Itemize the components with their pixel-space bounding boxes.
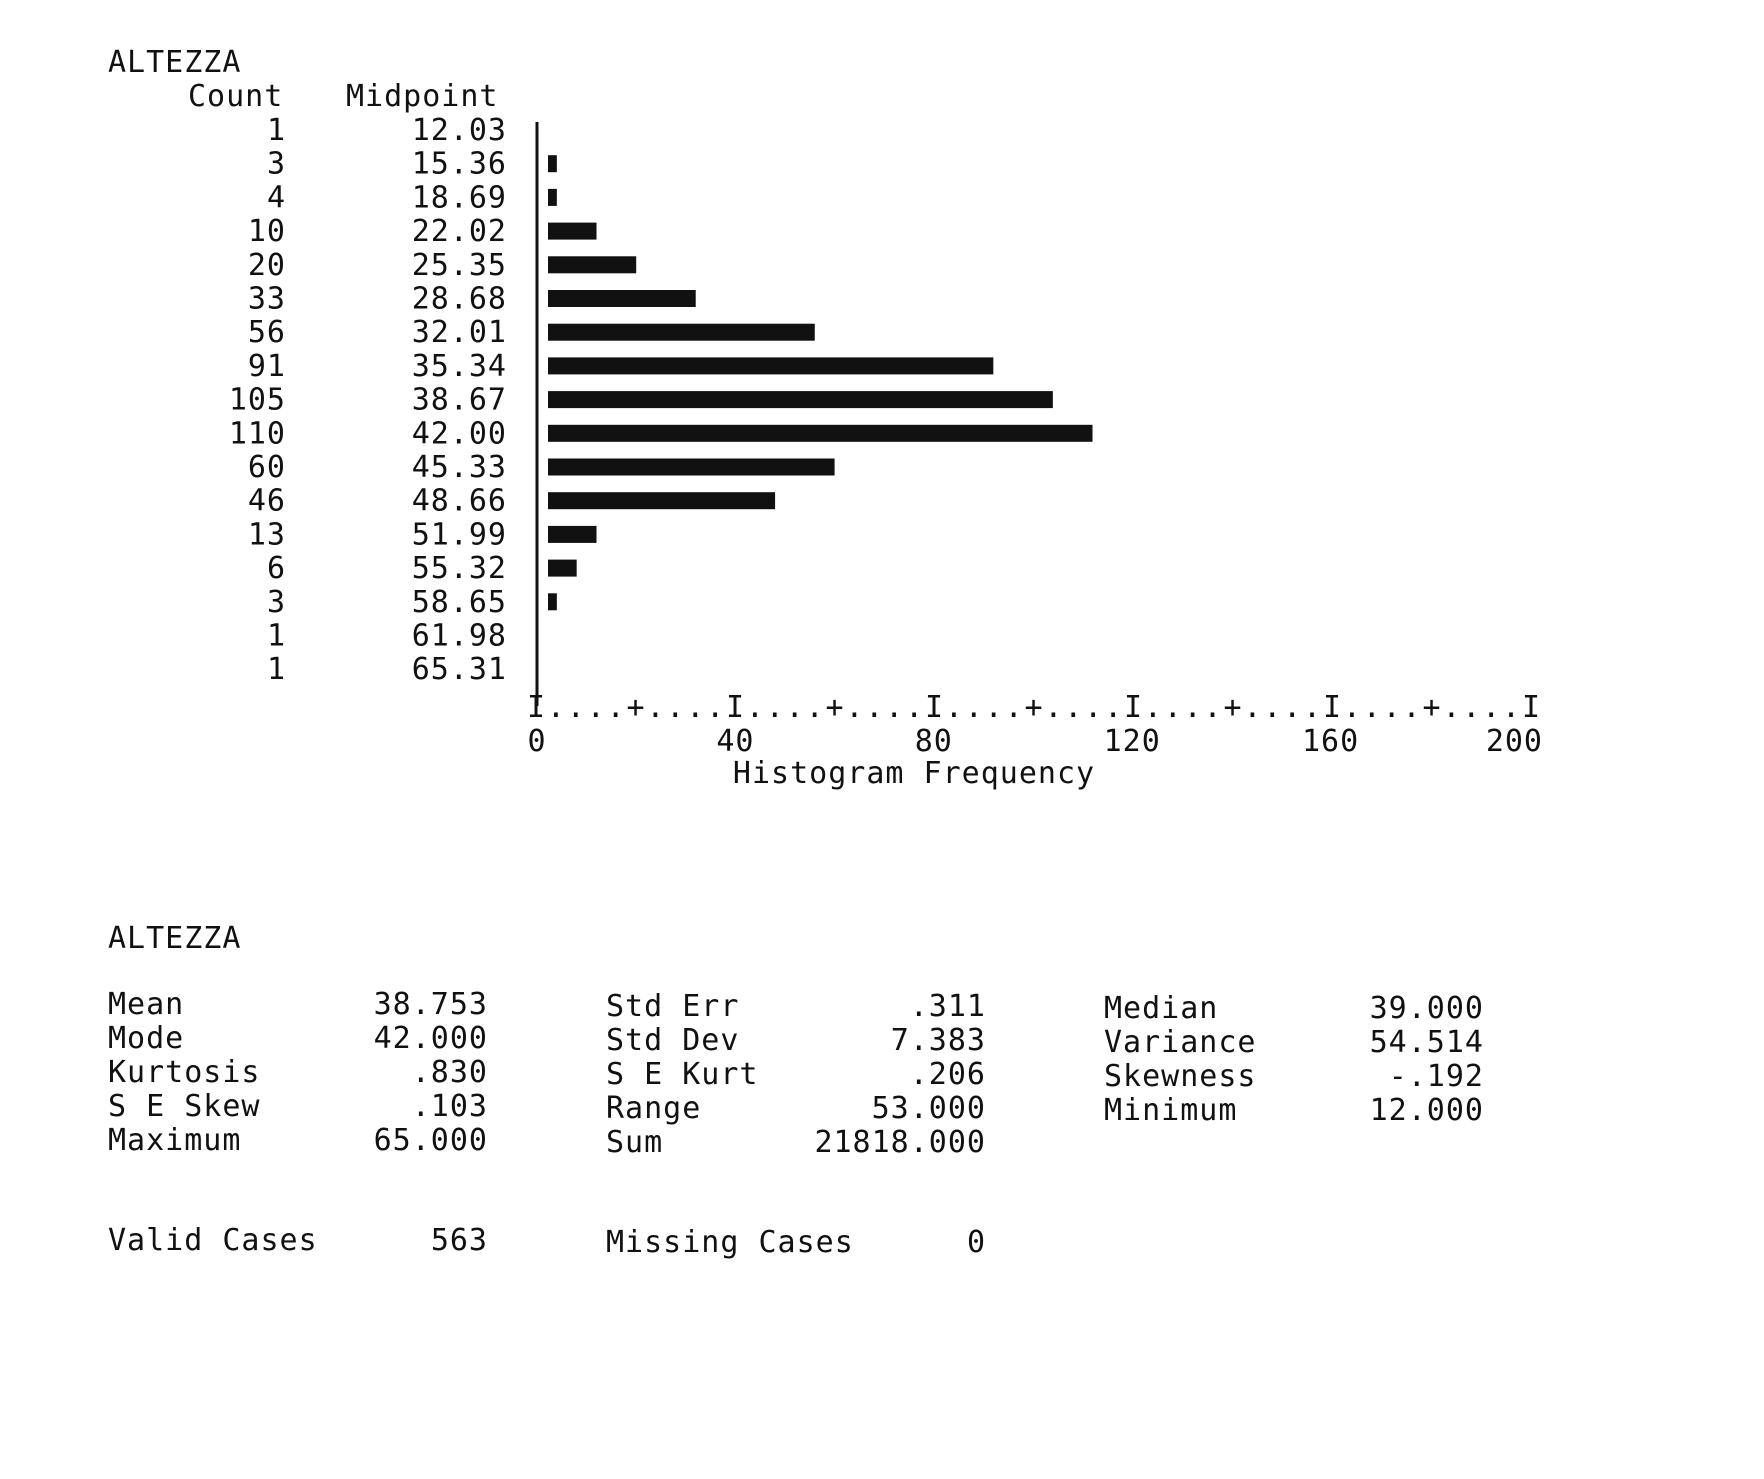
histogram-bar (548, 492, 775, 509)
count-label: 13 (247, 517, 286, 553)
midpoint-label: 28.68 (411, 281, 507, 317)
stat-value-mode: 42.000 (373, 1021, 488, 1056)
histogram-bar (548, 324, 815, 341)
stat-value-median: 39.000 (1369, 991, 1484, 1026)
midpoint-label: 25.35 (411, 247, 507, 283)
histogram-bar (548, 526, 597, 543)
midpoint-label: 42.00 (411, 416, 507, 452)
midpoint-label: 58.65 (411, 584, 507, 620)
count-label: 10 (247, 214, 286, 250)
midpoint-label: 12.03 (411, 113, 507, 148)
count-label: 1 (266, 113, 286, 148)
stat-value-maximum: 65.000 (373, 1123, 488, 1158)
midpoint-label: 22.02 (411, 214, 507, 250)
count-label: 60 (247, 450, 286, 485)
axis-ruler: I....+....I....+....I....+....I....+....I....+....I (527, 690, 1541, 725)
histogram-bar (548, 189, 557, 206)
histogram-bar (548, 593, 557, 610)
count-label: 91 (247, 348, 286, 384)
midpoint-label: 18.69 (411, 180, 507, 216)
count-label: 33 (247, 281, 286, 317)
count-label: 110 (228, 416, 286, 452)
count-label: 3 (266, 584, 286, 620)
stat-label-kurtosis: Kurtosis (108, 1055, 261, 1090)
count-label: 4 (266, 180, 286, 216)
histogram-bar (548, 459, 835, 476)
x-tick-label: 40 (716, 724, 755, 759)
count-label: 56 (247, 315, 286, 351)
stat-label-variance: Variance (1104, 1025, 1257, 1060)
stat-label-range: Range (606, 1091, 702, 1126)
count-label: 20 (247, 247, 286, 283)
midpoint-label: 65.31 (411, 652, 507, 688)
valid-cases-value: 563 (430, 1223, 488, 1258)
stat-label-mode: Mode (108, 1021, 185, 1056)
count-label: 1 (266, 652, 286, 688)
midpoint-label: 45.33 (411, 450, 507, 485)
stat-value-std-err: .311 (909, 989, 986, 1024)
stat-label-std-dev: Std Dev (606, 1023, 740, 1058)
histogram-bar (548, 391, 1053, 408)
stat-value-skewness: -.192 (1388, 1059, 1484, 1094)
stat-label-se-kurt: S E Kurt (606, 1057, 759, 1092)
stat-value-se-skew: .103 (411, 1089, 488, 1124)
midpoint-label: 32.01 (411, 315, 507, 351)
histogram-bar (548, 256, 636, 273)
missing-cases-label: Missing Cases (606, 1225, 854, 1260)
stat-value-minimum: 12.000 (1369, 1093, 1484, 1128)
stat-label-se-skew: S E Skew (108, 1089, 261, 1124)
stat-label-maximum: Maximum (108, 1123, 242, 1158)
stat-value-kurtosis: .830 (411, 1055, 488, 1090)
histogram-bar (548, 357, 993, 374)
count-label: 105 (228, 382, 286, 418)
midpoint-label: 55.32 (411, 551, 507, 587)
midpoint-label: 15.36 (411, 146, 507, 182)
stat-value-sum: 21818.000 (814, 1125, 986, 1160)
x-tick-label: 80 (914, 724, 953, 759)
statistics-title: ALTEZZA (108, 921, 242, 956)
x-tick-label: 160 (1302, 724, 1360, 759)
stat-value-range: 53.000 (871, 1091, 986, 1126)
count-label: 46 (247, 483, 286, 519)
stat-label-median: Median (1104, 991, 1219, 1026)
histogram-bar (548, 290, 696, 307)
midpoint-label: 61.98 (411, 618, 507, 654)
midpoint-label: 51.99 (411, 517, 507, 553)
stat-label-minimum: Minimum (1104, 1093, 1238, 1128)
stat-label-sum: Sum (606, 1125, 664, 1160)
stat-label-skewness: Skewness (1104, 1059, 1257, 1094)
histogram-bar (548, 223, 597, 240)
x-tick-label: 200 (1485, 724, 1543, 759)
x-tick-label: 0 (527, 724, 547, 759)
count-header: Count (188, 79, 284, 114)
count-label: 3 (266, 146, 286, 182)
stat-value-variance: 54.514 (1369, 1025, 1484, 1060)
stat-value-std-dev: 7.383 (890, 1023, 986, 1058)
histogram-bar (548, 425, 1093, 442)
stat-value-se-kurt: .206 (909, 1057, 986, 1092)
stat-label-std-err: Std Err (606, 989, 740, 1024)
histogram-bar (548, 560, 577, 577)
histogram-bar (548, 155, 557, 172)
midpoint-header: Midpoint (346, 79, 499, 114)
count-label: 1 (266, 618, 286, 654)
midpoint-label: 35.34 (411, 348, 507, 384)
x-tick-label: 120 (1103, 724, 1161, 759)
x-axis-label: Histogram Frequency (732, 756, 1096, 791)
stat-label-mean: Mean (108, 987, 185, 1022)
count-label: 6 (266, 551, 286, 587)
midpoint-label: 38.67 (411, 382, 507, 418)
midpoint-label: 48.66 (411, 483, 507, 519)
missing-cases-value: 0 (966, 1225, 986, 1260)
valid-cases-label: Valid Cases (108, 1223, 318, 1258)
stat-value-mean: 38.753 (373, 987, 488, 1022)
histogram-title: ALTEZZA (108, 45, 242, 80)
